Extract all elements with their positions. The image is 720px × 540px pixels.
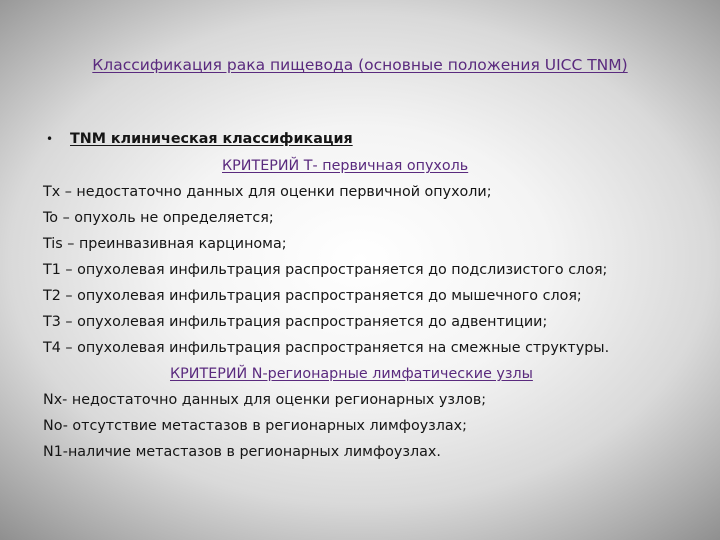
t-line-t1: T1 – опухолевая инфильтрация распространяется до подслизистого слоя;: [43, 262, 608, 278]
bullet-heading: TNM клиническая классификация: [70, 131, 353, 147]
n-line-n1: N1-наличие метастазов в регионарных лимфоузлах.: [43, 444, 441, 460]
n-line-nx: Nx- недостаточно данных для оценки регионарных узлов;: [43, 392, 487, 408]
criterion-t-heading: КРИТЕРИЙ Т- первичная опухоль: [222, 158, 469, 174]
slide-title: Классификация рака пищевода (основные положения UICC TNM): [92, 56, 628, 74]
t-line-t2: T2 – опухолевая инфильтрация распространяется до мышечного слоя;: [43, 288, 582, 304]
bullet-icon: •: [46, 132, 54, 146]
t-line-t3: T3 – опухолевая инфильтрация распространяется до адвентиции;: [43, 314, 548, 330]
bullet-item: [46, 129, 353, 149]
criterion-n-heading: КРИТЕРИЙ N-регионарные лимфатические узлы: [170, 366, 533, 382]
t-line-tx: Tx – недостаточно данных для оценки первичной опухоли;: [43, 184, 492, 200]
t-line-t4: T4 – опухолевая инфильтрация распространяется на смежные структуры.: [43, 340, 610, 356]
n-line-no: No- отсутствие метастазов в регионарных лимфоузлах;: [43, 418, 467, 434]
t-line-tis: Tis – преинвазивная карцинома;: [43, 236, 287, 252]
t-line-to: To – опухоль не определяется;: [43, 210, 274, 226]
